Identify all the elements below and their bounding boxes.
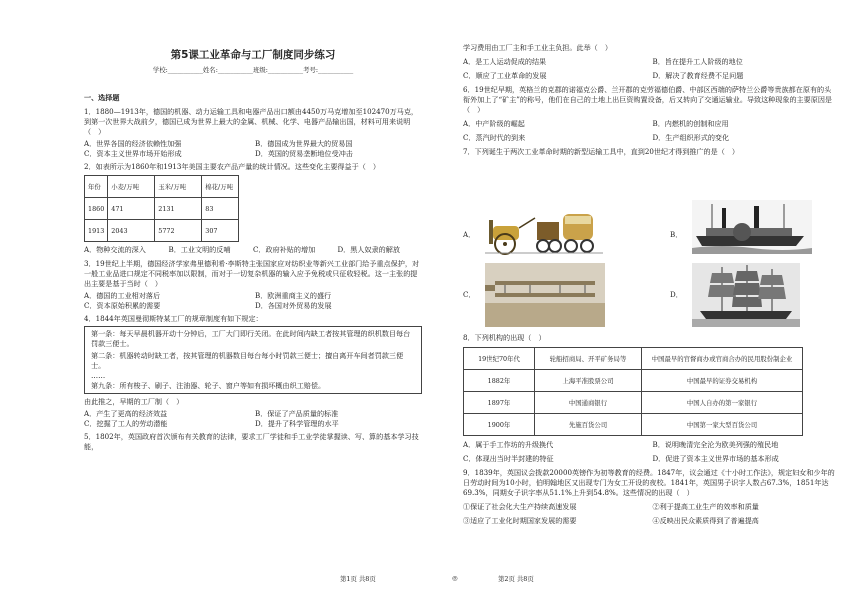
table-cell: 471 [108, 198, 155, 220]
steamship-image[interactable] [692, 200, 812, 254]
option[interactable]: A．物种交流的深入 [84, 245, 146, 254]
question-3: 3．19世纪上半期，德国经济学家弗里德利希·李斯特主张国家应对纺织业等新兴工业部门给予重点保护，对一般工业品进口规定不同税率加以限制，而对于一切复杂机器的输入应予免税或只征收轻税。这一主张的提出主要是基于当时（ ） [84, 259, 420, 288]
table-cell: 1900年 [464, 414, 535, 436]
table-cell: 中国最早的证券交易机构 [642, 370, 803, 392]
table-cell: 先施百货公司 [535, 414, 642, 436]
question-1: 1．1880—1913年，德国的机器、动力运输工具和电器产品出口额由4450万马克增加至102470万马克，到第一次世界大战前夕，德国已成为世界上最大的金属、机械、化学、电器产品输出国，材料可用来说明（ ） [84, 107, 419, 136]
section-heading: 一、选择题 [84, 93, 120, 102]
table-header: 玉米/万吨 [155, 176, 202, 198]
option[interactable]: D．英国的贸易垄断地位受冲击 [255, 149, 353, 158]
option[interactable]: B．说明晚清完全沦为欧美列强的殖民地 [652, 440, 779, 449]
option[interactable]: D．生产组织形式的变化 [652, 133, 730, 142]
option[interactable]: A．是工人运动促成的结果 [463, 57, 547, 66]
option[interactable]: B．工业文明的反哺 [168, 245, 231, 254]
q5-options [463, 57, 838, 81]
table-cell: 5772 [155, 220, 202, 242]
option[interactable]: C．蒸汽时代的到来 [463, 133, 526, 142]
option[interactable]: A．世界各国的经济依赖性加强 [84, 139, 182, 148]
sailing-ship-image[interactable] [692, 263, 800, 327]
locomotive-image[interactable] [485, 200, 603, 258]
option[interactable]: A．产生了更高的经济效益 [84, 409, 168, 418]
option[interactable]: D．黑人奴隶的解放 [337, 245, 400, 254]
option[interactable]: D．解决了教育经费不足问题 [652, 71, 744, 80]
q8-options [463, 440, 838, 464]
student-info-line: 学校:___________姓名:___________班级:___________考号:___________ [152, 66, 354, 74]
quote-line: 第九条：所有梭子、刷子、注油器、轮子、窗户等如有损坏概由织工赔偿。 [91, 381, 326, 390]
question-5: 5．1802年，英国政府首次颁布有关教育的法律，要求工厂学徒和手工业学徒掌握读、写、算的基本学习技能， [84, 432, 419, 451]
option[interactable]: C．体现出当时半封建的特征 [463, 454, 554, 463]
q6-options [463, 119, 838, 143]
table-cell: 中国第一家大型百货公司 [642, 414, 803, 436]
option[interactable]: C．挖掘了工人的劳动潜能 [84, 419, 168, 428]
table-cell: 1860 [85, 198, 108, 220]
option[interactable]: B．欧洲重商主义的盛行 [255, 291, 332, 300]
right-page [430, 0, 860, 608]
table-header: 棉花/万吨 [202, 176, 239, 198]
table-cell: 307 [202, 220, 239, 242]
page-title: 第5课工业革命与工厂制度同步练习 [170, 49, 336, 61]
question-7: 7．下列诞生于两次工业革命时期的新型运输工具中，直到20世纪才得到推广的是（ ） [463, 147, 740, 156]
table-cell: 1913 [85, 220, 108, 242]
option[interactable]: A．属于手工作坊的升级换代 [463, 440, 554, 449]
q7-label-d[interactable]: D． [670, 290, 683, 299]
option[interactable]: A．中产阶级的崛起 [463, 119, 525, 128]
table-cell: 1882年 [464, 370, 535, 392]
q7-label-c[interactable]: C． [463, 290, 476, 299]
question-9: 9．1839年，英国议会拨款20000英镑作为初等教育的经费。1847年，议会通过《十小时工作法》，规定妇女和少年的日劳动时间为10小时，伯明翰地区又出现专门为女工开设的夜校。1841年，英国男子识字人数占67.3%，1851年达69.3%，同期女子识字率从51.1%上升到54.8%。这些情况的出现（ ） [463, 468, 835, 497]
table-cell: 1897年 [464, 392, 535, 414]
question-6: 6．19世纪早期，英格兰的克郡的诺福克公爵、兰开郡的克劳福德伯爵、中部区西端的萨特兰公爵等贵族都在原有的头衔外加上了“矿主”的称号，他们在自己的土地上出巨资购置设备，后又转向了交通运输业。导致这种现象的主要原因是（ ） [463, 85, 833, 114]
q2-options [84, 245, 422, 255]
option[interactable]: ④反映出民众素质得到了普遍提高 [652, 516, 759, 525]
quote-line: …… [91, 371, 106, 380]
q9-options [463, 502, 838, 526]
option[interactable]: B．内燃机的创制和应用 [652, 119, 729, 128]
page-number-left: 第1页 共8页 [340, 575, 376, 583]
q7-label-a[interactable]: A． [463, 230, 476, 239]
option[interactable]: D．各国对外贸易的发展 [255, 301, 332, 310]
table-cell: 轮船招商局、开平矿务局等 [535, 348, 642, 370]
question-2: 2．如表所示为1860年和1913年美国主要农产品产量的统计情况。这些变化主要得益于（ ） [84, 162, 380, 171]
option[interactable]: C．政府补贴的增加 [253, 245, 316, 254]
q5-continued: 学习费用由工厂主和手工业主负担。此举（ ） [463, 43, 612, 52]
table-header: 年份 [85, 176, 108, 198]
quote-line: 第二条：机器转动时缺工者，按其管理的机器数目每台每小时罚款三便士；擅自离开车间者罚款三便士。 [91, 351, 404, 370]
q4-quote-box [84, 326, 422, 394]
option[interactable]: D．提升了科学管理的水平 [255, 419, 339, 428]
q7-label-b[interactable]: B． [670, 230, 683, 239]
table-header: 小麦/万吨 [108, 176, 155, 198]
option[interactable]: B．德国成为世界最大的贸易国 [255, 139, 353, 148]
table-cell: 中国通商银行 [535, 392, 642, 414]
table-cell: 2043 [108, 220, 155, 242]
option[interactable]: B．保证了产品质量的标准 [255, 409, 339, 418]
page-number-right: 第2页 共8页 [498, 575, 534, 583]
quote-line: 第一条：每天早晨机器开动十分钟后，工厂大门即行关闭。在此时间内缺工者按其管理的织机数目每台罚款三便士。 [91, 329, 411, 348]
question-4: 4．1844年英国曼彻斯特某工厂的规章制度有如下规定： [84, 314, 263, 323]
option[interactable]: ②利于提高工业生产的效率和质量 [652, 502, 759, 511]
table-cell: 中国最早的官督商办或官商合办的民用股份制企业 [642, 348, 803, 370]
table-cell: 上海平准股票公司 [535, 370, 642, 392]
option[interactable]: C．资本主义世界市场开始形成 [84, 149, 182, 158]
table-cell: 2131 [155, 198, 202, 220]
q4-options [84, 409, 422, 429]
option[interactable]: D．促进了资本主义世界市场的基本形成 [652, 454, 779, 463]
question-8: 8．下列机构的出现（ ） [463, 333, 546, 342]
option[interactable]: ①保证了社会化大生产持续高速发展 [463, 502, 577, 511]
option[interactable]: B．旨在提升工人阶级的地位 [652, 57, 743, 66]
option[interactable]: C．顺应了工业革命的发展 [463, 71, 547, 80]
table-cell: 19世纪70年代 [464, 348, 535, 370]
option[interactable]: A．德国的工业相对落后 [84, 291, 161, 300]
airplane-image[interactable] [485, 263, 605, 327]
table-cell: 中国人自办的第一家银行 [642, 392, 803, 414]
table-cell: 83 [202, 198, 239, 220]
option[interactable]: ③适应了工业化时期国家发展的需要 [463, 516, 577, 525]
q1-options [84, 139, 422, 159]
q2-table [84, 175, 239, 242]
q4-tail: 由此推之，早期的工厂制（ ） [84, 397, 184, 406]
option[interactable]: C．资本原始积累的需要 [84, 301, 161, 310]
q8-table [463, 347, 803, 436]
q3-options [84, 291, 422, 311]
footer-center-mark: ◎ [452, 574, 458, 582]
